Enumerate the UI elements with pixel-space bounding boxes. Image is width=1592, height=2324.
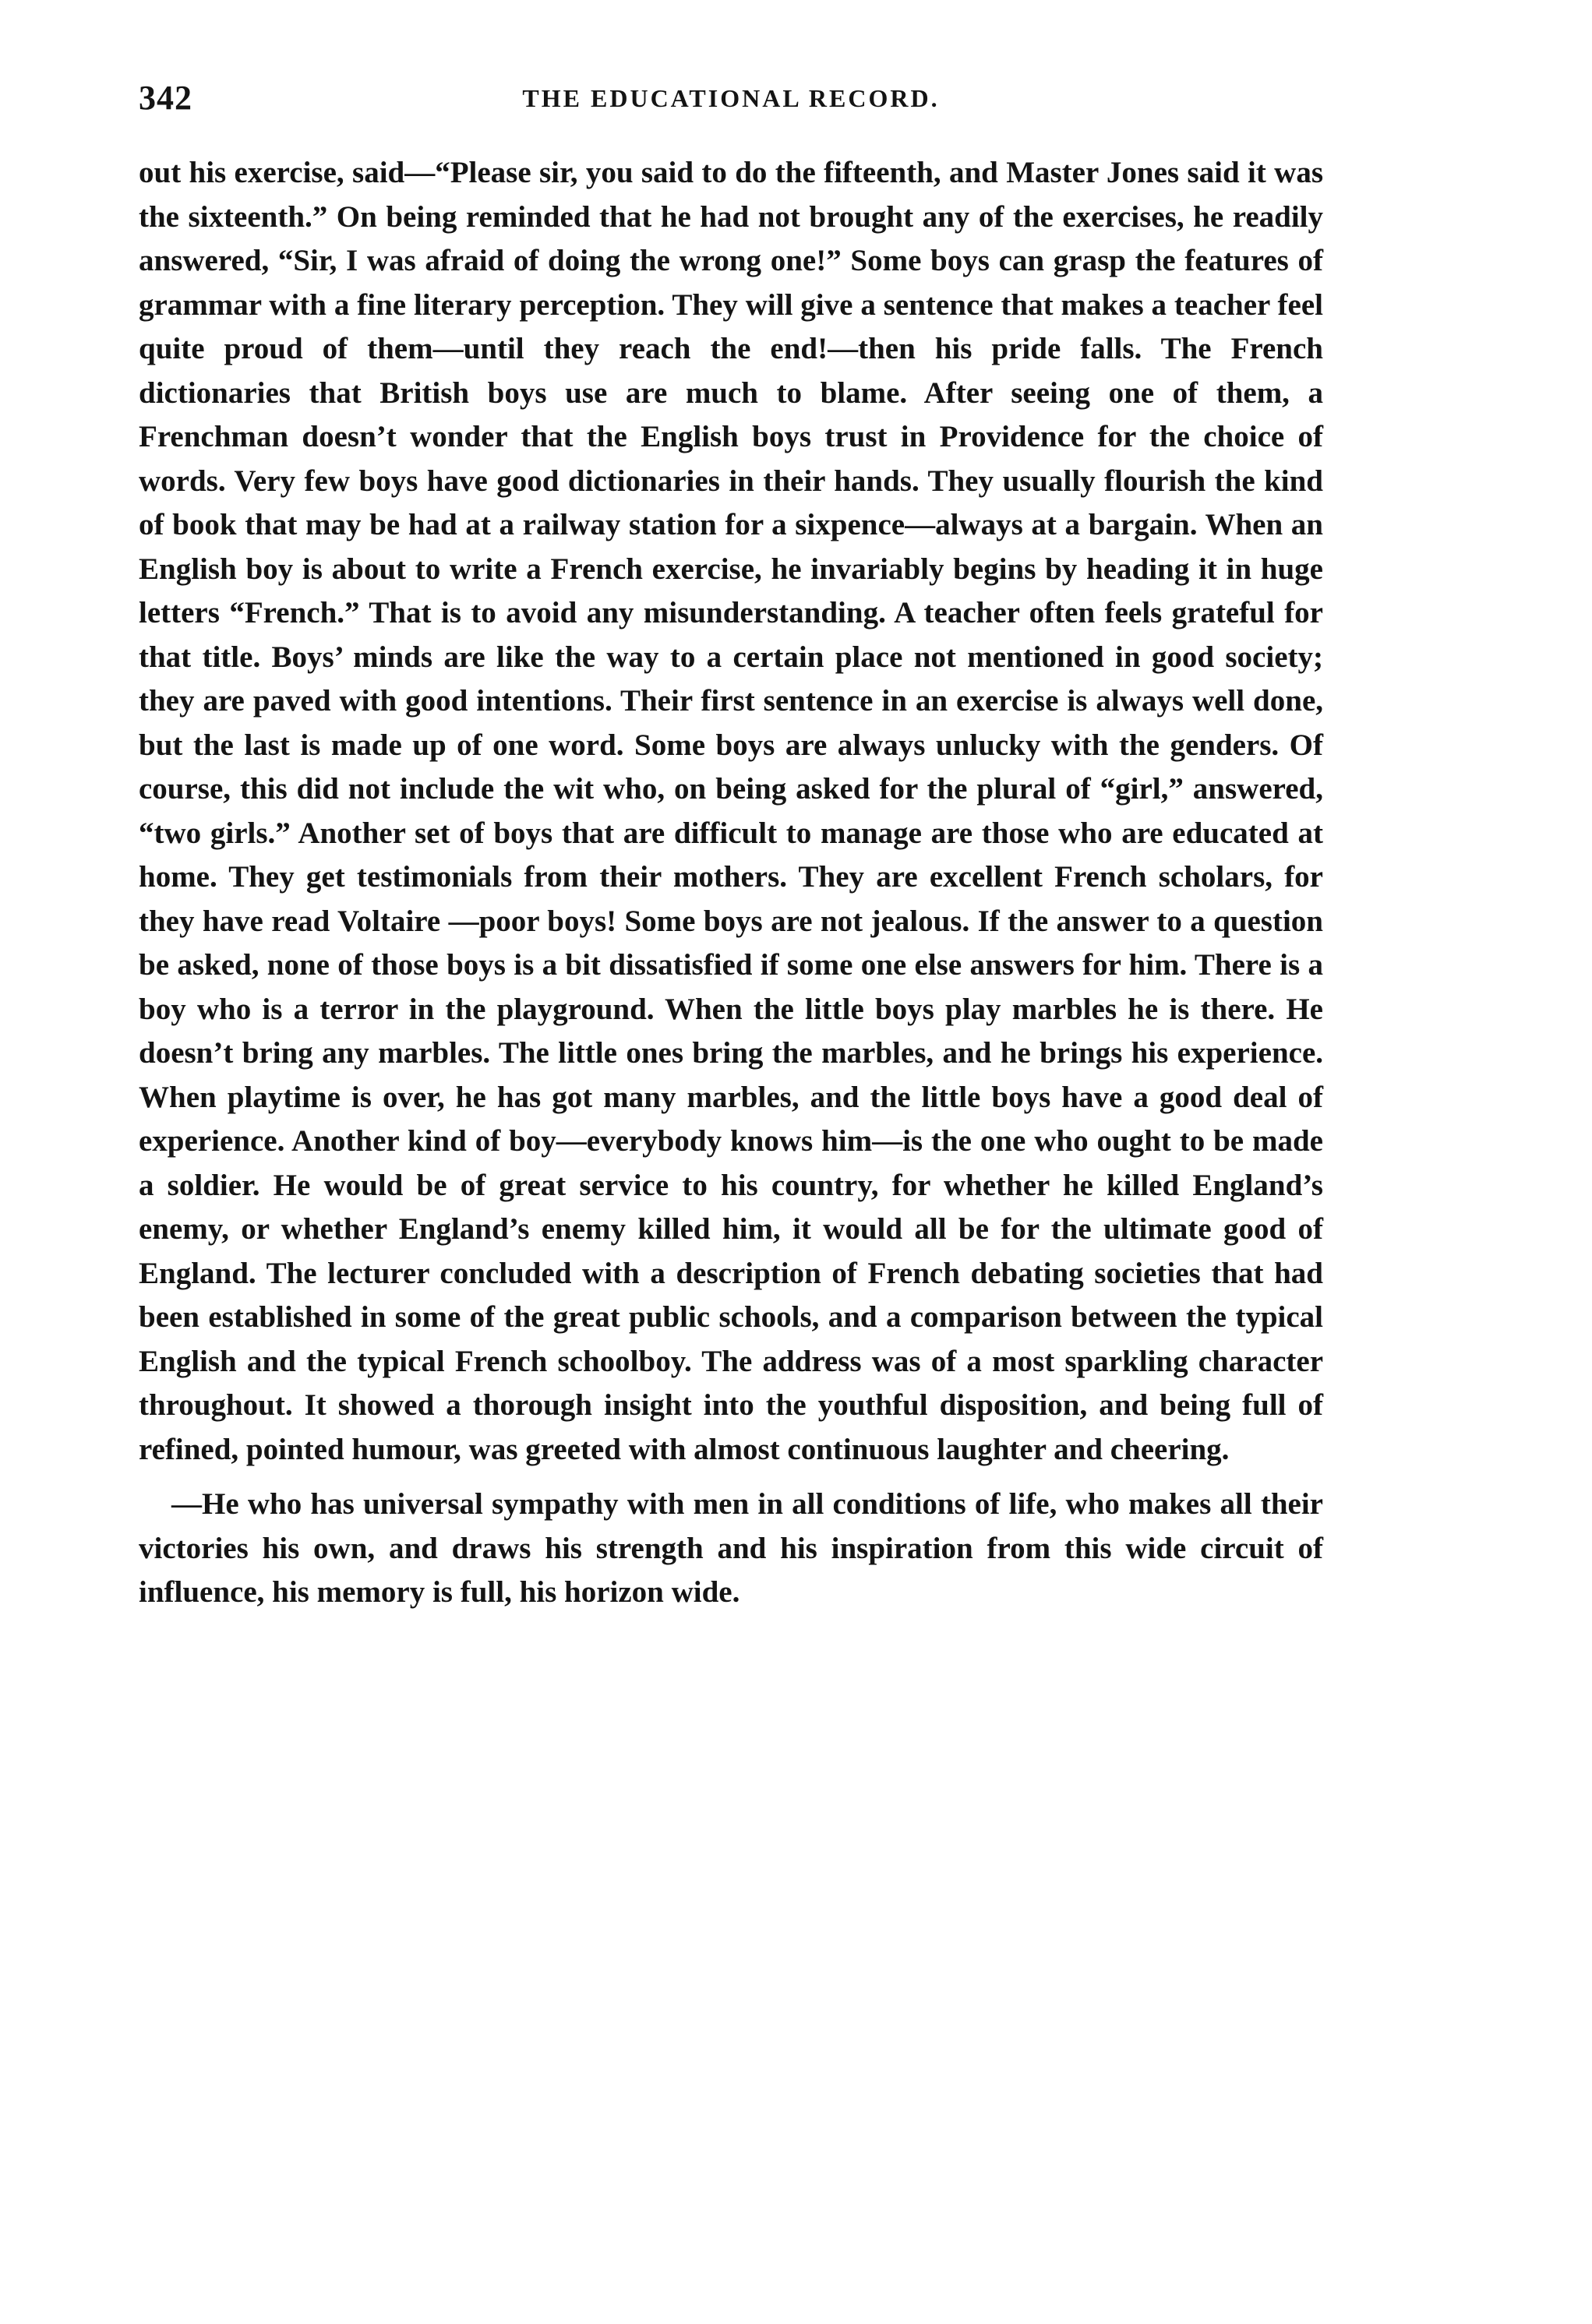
body-paragraph-1: out his exercise, said—“Please sir, you said to do the fifteenth, and Master Jones said it was the sixteenth.” On being reminded that he had not brought any of the exercises, he readily answered, “Sir, I was afraid of doing the wrong one!” Some boys can grasp the features of grammar with a fine literary perception. They will give a sentence that makes a teacher feel quite proud of them—until they reach the end!—then his pride falls. The French dictionaries that British boys use are much to blame. After seeing one of them, a Frenchman doesn’t wonder that the English boys trust in Providence for the choice of words. Very few boys have good dictionaries in their hands. They usually flourish the kind of book that may be had at a railway station for a sixpence—always at a bargain. When an English boy is about to write a French exercise, he invariably begins by heading it in huge letters “French.” That is to avoid any misunderstanding. A teacher often feels grateful for that title. Boys’ minds are like the way to a certain place not mentioned in good society; they are paved with good intentions. Their first sentence in an exercise is always well done, but the last is made up of one word. Some boys are always unlucky with the genders. Of course, this did not include the wit who, on being asked for the plural of “girl,” answered, “two girls.” Another set of boys that are difficult to manage are those who are educated at home. They get testimonials from their mothers. They are excellent French scholars, for they have read Voltaire —poor boys! Some boys are not jealous. If the answer to a question be asked, none of those boys is a bit dissatisfied if some one else answers for him. There is a boy who is a terror in the playground. When the little boys play marbles he is there. He doesn’t bring any marbles. The little ones bring the marbles, and he brings his experience. When playtime is over, he has got many marbles, and the little boys have a good deal of experience. Another kind of boy—everybody knows him—is the one who ought to be made a soldier. He would be of great service to his country, for whether he killed England’s enemy, or whether England’s enemy killed him, it would all be for the ultimate good of England. The lecturer concluded with a description of French debating societies that had been established in some of the great public schools, and a comparison between the typical English and the typical French schoolboy. The address was of a most sparkling character throughout. It showed a thorough insight into the youthful disposition, and being full of refined, pointed humour, was greeted with almost continuous laughter and cheering. <box>139 156 1323 1466</box>
running-header <box>139 78 1323 132</box>
body-paragraph-2: —He who has universal sympathy with men in all conditions of life, who makes all their victories his own, and draws his strength and his inspiration from this wide circuit of influence, his memory is full, his horizon wide. <box>139 1487 1323 1609</box>
document-page <box>139 78 1323 1615</box>
journal-title: THE EDUCATIONAL RECORD. <box>522 84 940 112</box>
page-number: 342 <box>139 79 192 117</box>
